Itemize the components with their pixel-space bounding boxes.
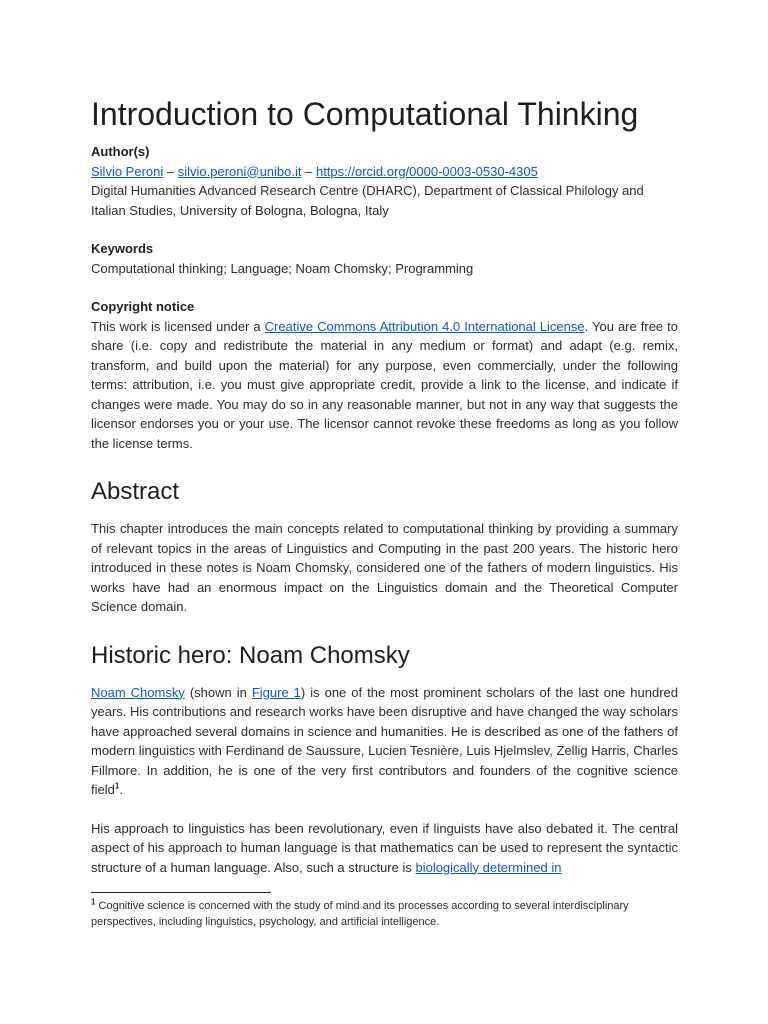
copyright-paragraph [91, 317, 678, 454]
paragraph-text: . [119, 782, 123, 797]
hero-paragraph-2 [91, 819, 678, 878]
hero-paragraph-1 [91, 683, 678, 800]
copyright-text-start: This work is licensed under a [91, 318, 265, 334]
authors-separator: – [301, 163, 316, 179]
footnote-text: Cognitive science is concerned with the study of mind and its processes according to several interdisciplinary perspectives, including linguistics, psychology, and artificial intelligence. [91, 900, 629, 928]
footnote-divider [91, 892, 271, 893]
paragraph-text: (shown in [184, 684, 252, 700]
authors-line [91, 162, 678, 182]
author-email-link[interactable]: silvio.peroni@unibo.it [177, 163, 302, 179]
footnote-mark: 1 [91, 897, 96, 907]
footnote-1 [91, 898, 691, 930]
abstract-heading: Abstract [91, 478, 180, 505]
keywords-text: Computational thinking; Language; Noam Chomsky; Programming [91, 260, 474, 276]
author-name-link[interactable]: Silvio Peroni [91, 163, 164, 179]
keywords-heading: Keywords [91, 241, 154, 256]
author-affiliation: Digital Humanities Advanced Research Centre (DHARC), Department of Classical Philology and Italian Studies, University of Bologna, Bologna, Italy [91, 183, 644, 218]
copyright-heading: Copyright notice [91, 299, 195, 314]
section-heading-historic-hero: Historic hero: Noam Chomsky [91, 641, 410, 669]
abstract-paragraph: This chapter introduces the main concepts related to computational thinking by providing a summary of relevant topics in the areas of Linguistics and Computing in the past 200 years. The historic hero introduced in these notes is Noam Chomsky, considered one of the fathers of modern linguistics. His works have had an enormous impact on the Linguistics domain and the Theoretical Computer Science domain. [91, 521, 678, 614]
document-body [91, 92, 678, 877]
figure-1-link[interactable]: Figure 1 [251, 684, 301, 700]
document-title: Introduction to Computational Thinking [91, 96, 639, 132]
footnote-reference[interactable]: 1 [114, 781, 120, 791]
paragraph-text: His approach to linguistics has been revolutionary, even if linguists have also debated it. The central aspect of his approach to human language is that mathematics can be used to represent the syntactic structure of a human language. Also, such a structure is [91, 820, 678, 875]
noam-chomsky-link[interactable]: Noam Chomsky [91, 684, 185, 700]
authors-heading: Author(s) [91, 144, 150, 159]
authors-separator: – [163, 163, 178, 179]
license-link[interactable]: Creative Commons Attribution 4.0 International License [264, 318, 585, 334]
copyright-text-rest: . You are free to share (i.e. copy and redistribute the material in any medium or format) and adapt (e.g. remix, transform, and build upon the material) for any purpose, even commercially, under the following terms: attribution, i.e. you must give appropriate credit, provide a link to the license, and indicate if changes were made. You may do so in any reasonable manner, but not in any way that suggests the licensor endorses you or your use. The licensor cannot revoke these freedoms as long as you follow the license terms. [91, 318, 679, 451]
biologically-determined-link[interactable]: biologically determined in [415, 859, 562, 875]
author-orcid-link[interactable]: https://orcid.org/0000-0003-0530-4305 [315, 163, 538, 179]
paragraph-text: ) is one of the most prominent scholars of the last one hundred years. His contributions and research works have been disruptive and have changed the way scholars have approached several domains in science and humanities. He is described as one of the fathers of modern linguistics with Ferdinand de Saussure, Lucien Tesnière, Luis Hjelmslev, Zellig Harris, Charles Fillmore. In addition, he is one of the very first contributors and founders of the cognitive science field [91, 684, 678, 797]
